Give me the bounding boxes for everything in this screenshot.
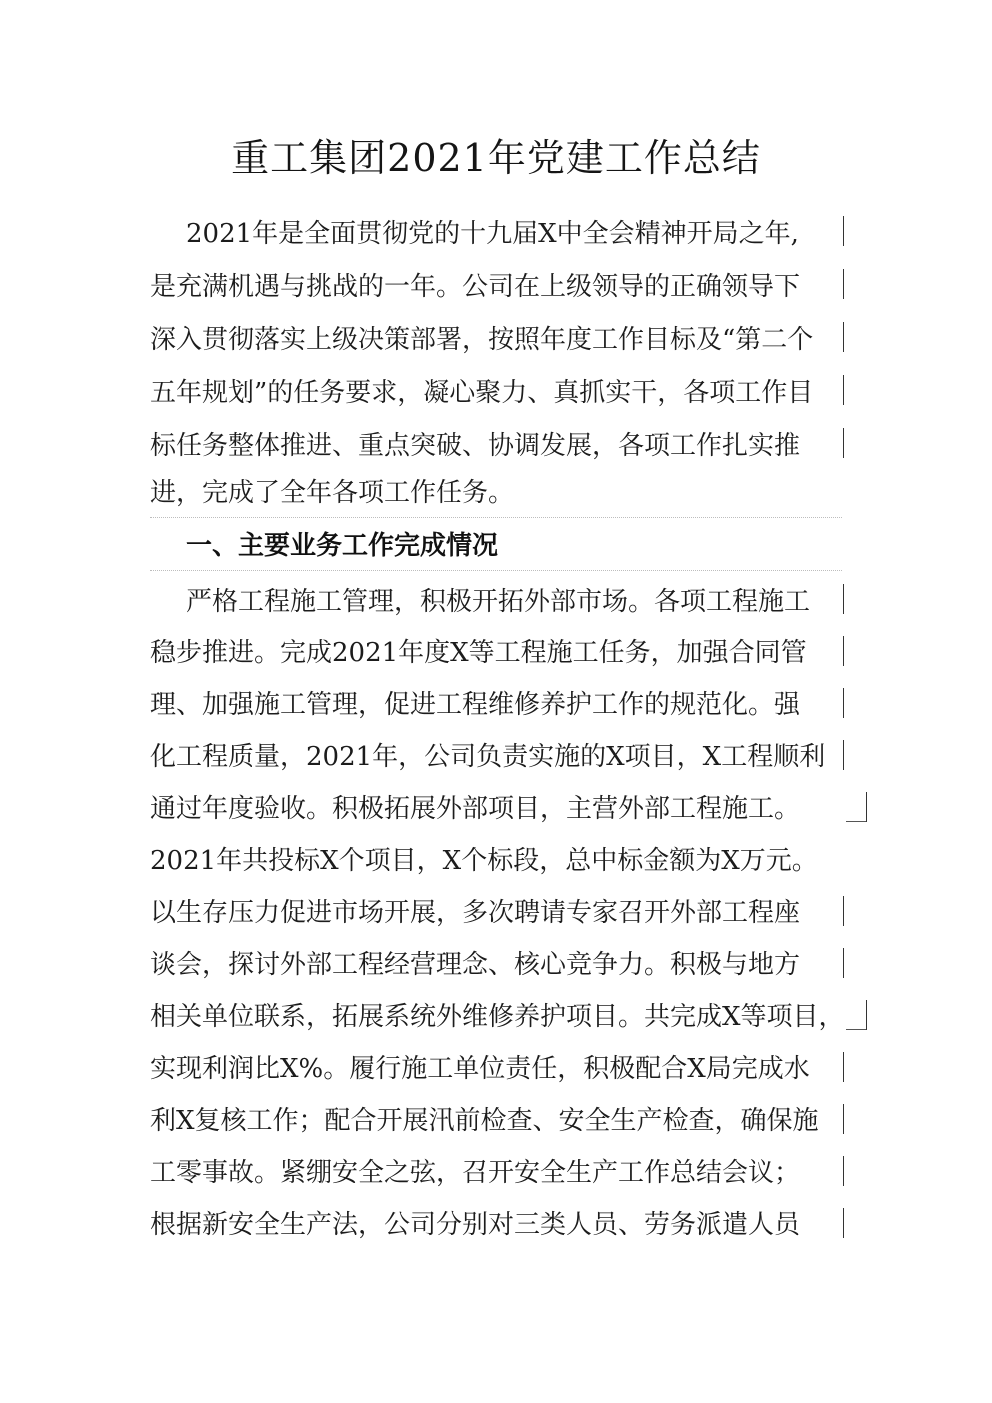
margin-mark [846,821,866,822]
margin-mark [843,428,844,458]
section-line-7: 以生存压力促进市场开展，多次聘请专家召开外部工程座 [150,898,801,928]
heading-separator [150,570,842,571]
section-line-5: 通过年度验收。积极拓展外部项目，主营外部工程施工。 [150,794,801,824]
section-line-1: 严格工程施工管理，积极开拓外部市场。各项工程施工 [186,587,811,617]
margin-mark [843,740,844,770]
intro-line-5: 标任务整体推进、重点突破、协调发展，各项工作扎实推 [150,431,801,461]
margin-mark [843,948,844,978]
margin-mark [843,1104,844,1134]
margin-mark [866,1000,867,1030]
margin-mark [843,1208,844,1238]
margin-mark [843,375,844,405]
margin-mark [843,584,844,614]
paragraph-separator [150,517,842,518]
margin-mark [843,1052,844,1082]
margin-mark [846,1029,866,1030]
section-line-8: 谈会，探讨外部工程经营理念、核心竞争力。积极与地方 [150,950,801,980]
document-title: 重工集团2021年党建工作总结 [231,136,761,180]
section-heading: 一、主要业务工作完成情况 [186,531,499,561]
intro-line-3: 深入贯彻落实上级决策部署，按照年度工作目标及“第二个 [150,325,814,355]
intro-line-1: 2021年是全面贯彻党的十九届X中全会精神开局之年, [186,219,799,249]
section-line-10: 实现利润比X%。履行施工单位责任，积极配合X局完成水 [150,1054,810,1084]
section-line-9: 相关单位联系，拓展系统外维修养护项目。共完成X等项目， [150,1002,845,1032]
margin-mark [866,792,867,822]
section-line-11: 利X复核工作；配合开展汛前检查、安全生产检查，确保施 [150,1106,819,1136]
margin-mark [843,1156,844,1186]
section-line-6: 2021年共投标X个项目，X个标段，总中标金额为X万元。 [150,846,818,876]
intro-line-6: 进，完成了全年各项工作任务。 [150,478,515,508]
margin-mark [843,322,844,352]
margin-mark [843,688,844,718]
section-line-13: 根据新安全生产法，公司分别对三类人员、劳务派遣人员 [150,1210,801,1240]
section-line-12: 工零事故。紧绷安全之弦，召开安全生产工作总结会议； [150,1158,801,1188]
margin-mark [843,636,844,666]
section-line-2: 稳步推进。完成2021年度X等工程施工任务，加强合同管 [150,638,807,668]
section-line-4: 化工程质量，2021年，公司负责实施的X项目，X工程顺利 [150,742,826,772]
margin-mark [843,269,844,299]
section-line-3: 理、加强施工管理，促进工程维修养护工作的规范化。强 [150,690,801,720]
intro-line-2: 是充满机遇与挑战的一年。公司在上级领导的正确领导下 [150,272,801,302]
intro-line-4: 五年规划”的任务要求，凝心聚力、真抓实干，各项工作目 [150,378,814,408]
margin-mark [843,216,844,246]
margin-mark [843,896,844,926]
